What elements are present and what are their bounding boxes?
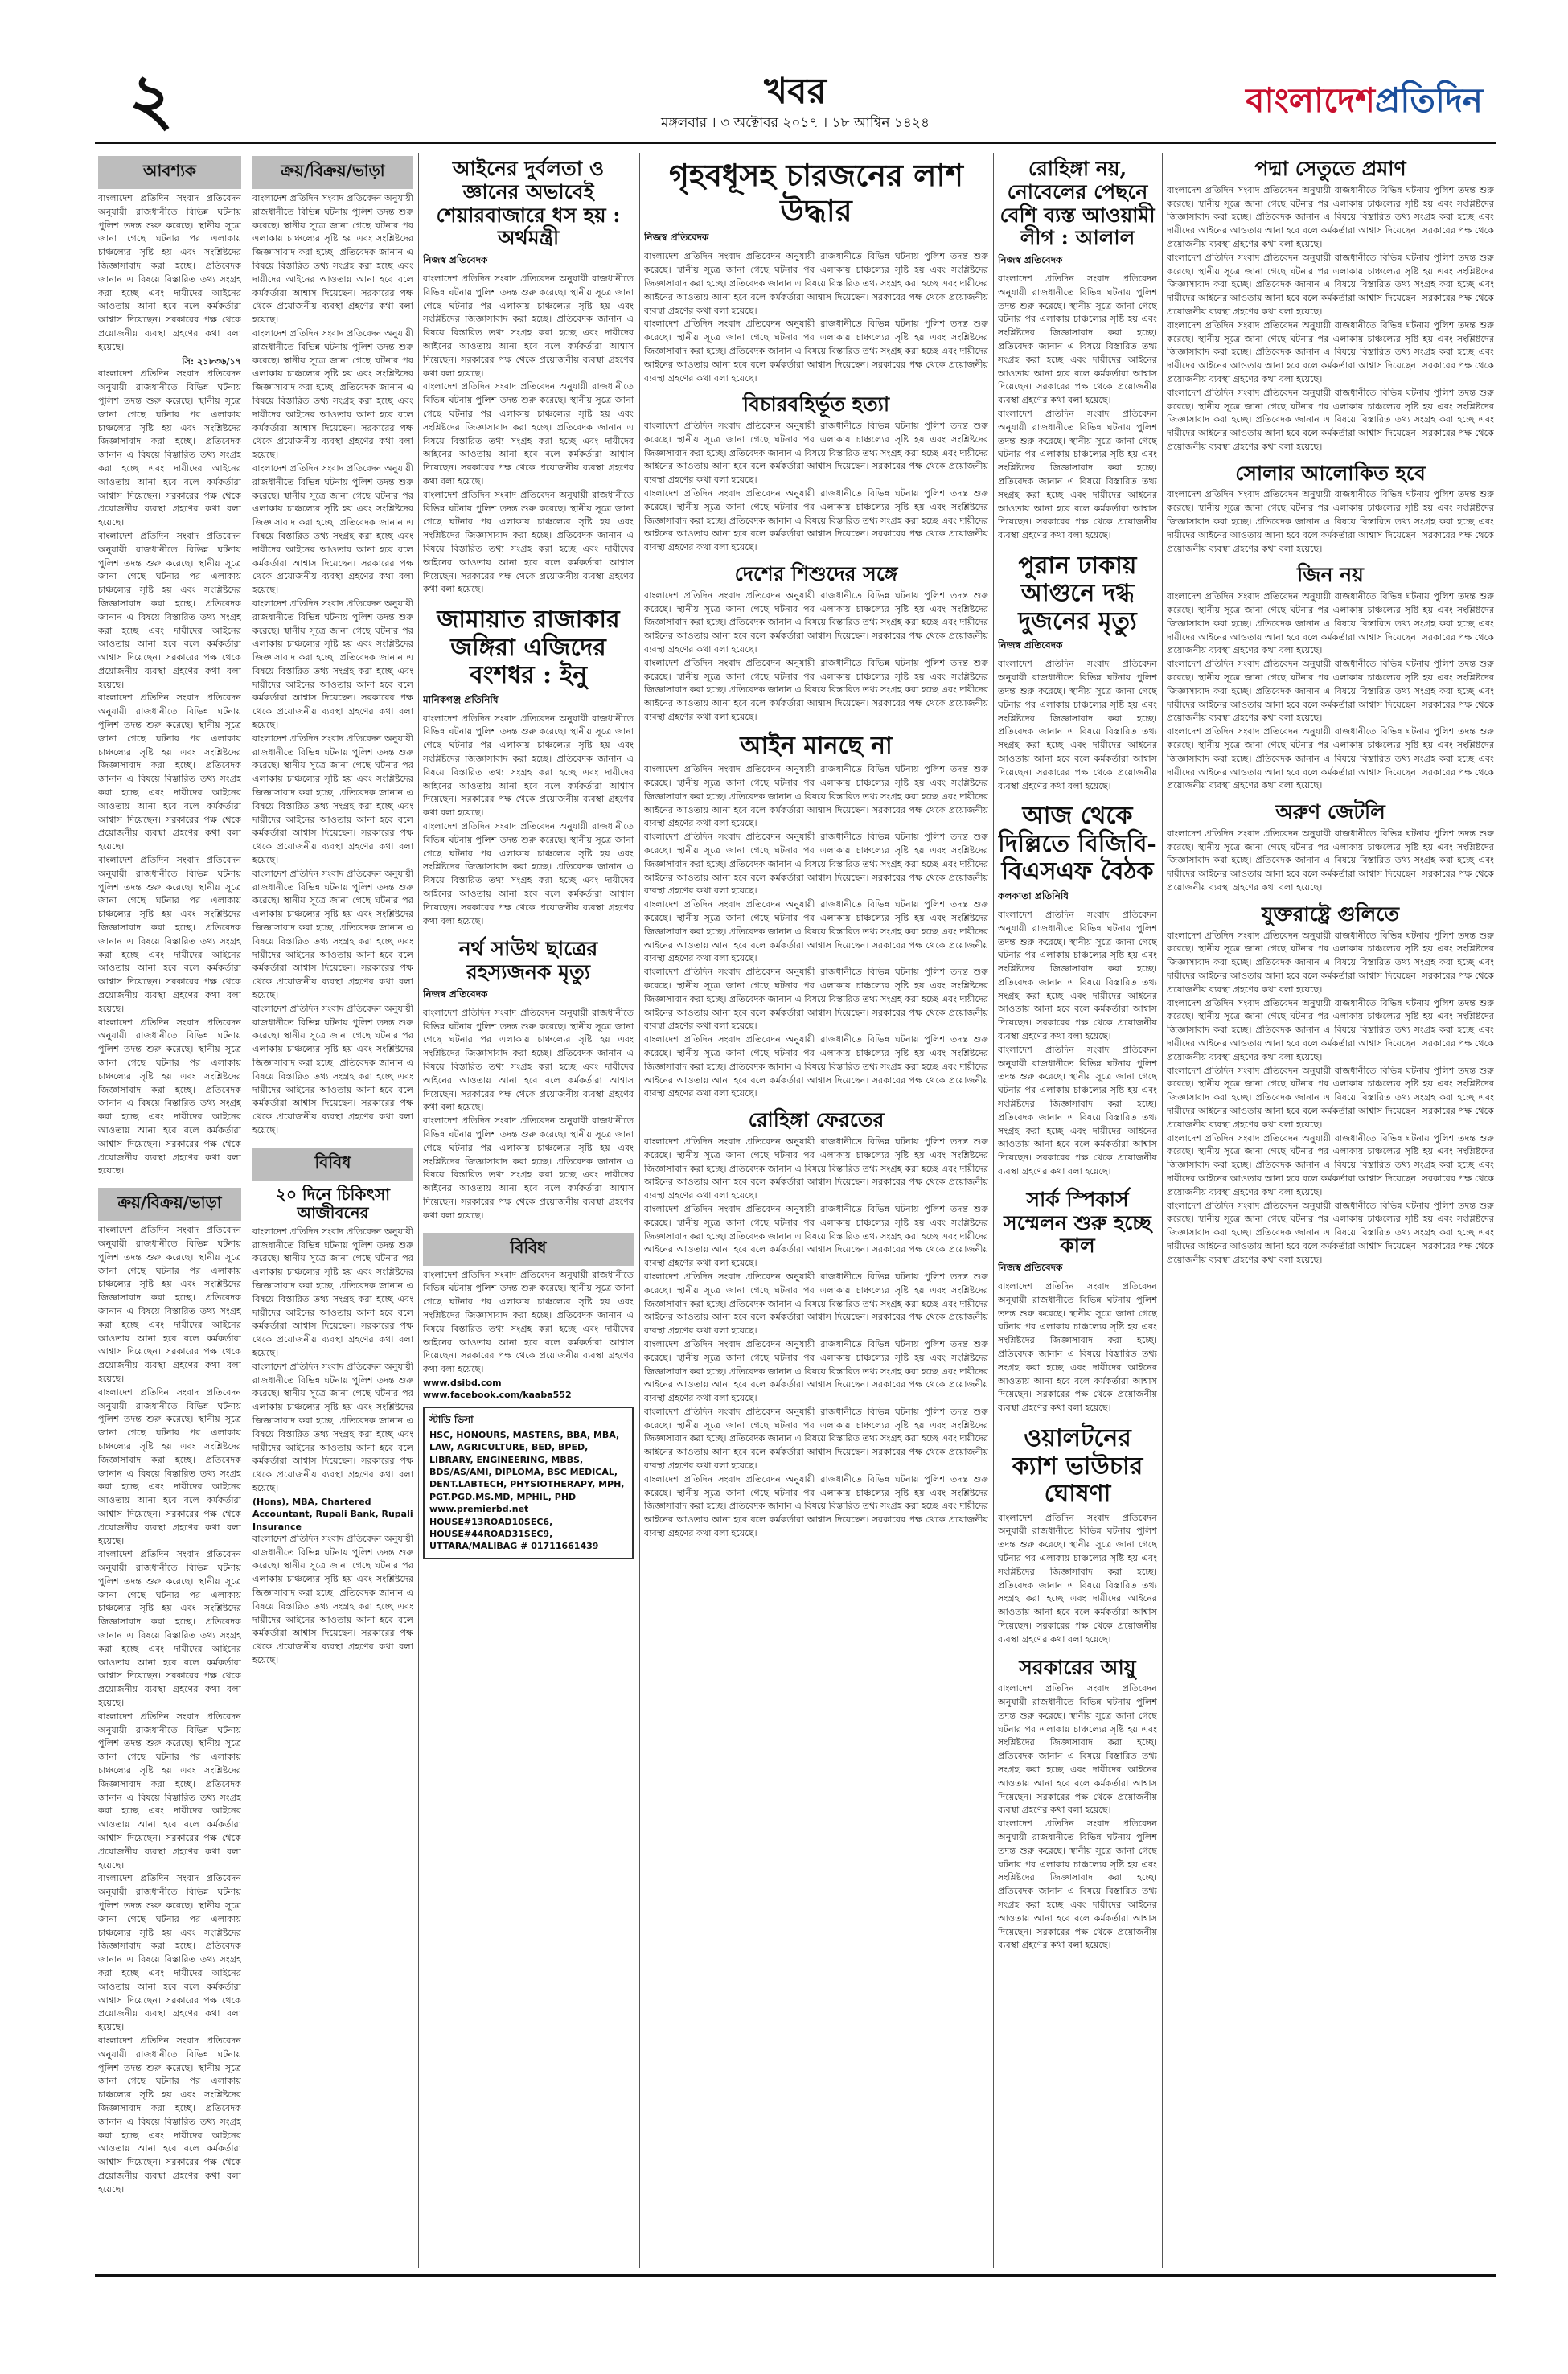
classified-ads-text: বাংলাদেশ প্রতিদিন সংবাদ প্রতিবেদন অনুযায়ী রাজধানীতে বিভিন্ন ঘটনায় পুলিশ তদন্ত শুরু করেছে। স্থানীয় সূত্রে জানা গেছে ঘটনার পর এলাকায় চাঞ্চল্যের সৃষ্টি হয় এবং সংশ্লিষ্টদের জিজ্ঞাসাবাদ করা হচ্ছে। প্রতিবেদক জানান এ বিষয়ে বিস্তারিত তথ্য সংগ্রহ করা হচ্ছে এবং দায়ীদের আইনের আওতায় আনা হবে বলে কর্মকর্তারা আশ্বাস দিয়েছেন। সরকারের পক্ষ থেকে প্রয়োজনীয় ব্যবস্থা গ্রহণের কথা বলা হয়েছে। — [252, 868, 413, 1001]
classified-ads-text: বাংলাদেশ প্রতিদিন সংবাদ প্রতিবেদন অনুযায়ী রাজধানীতে বিভিন্ন ঘটনায় পুলিশ তদন্ত শুরু করেছে। স্থানীয় সূত্রে জানা গেছে ঘটনার পর এলাকায় চাঞ্চল্যের সৃষ্টি হয় এবং সংশ্লিষ্টদের জিজ্ঞাসাবাদ করা হচ্ছে। প্রতিবেদক জানান এ বিষয়ে বিস্তারিত তথ্য সংগ্রহ করা হচ্ছে এবং দায়ীদের আইনের আওতায় আনা হবে বলে কর্মকর্তারা আশ্বাস দিয়েছেন। সরকারের পক্ষ থেকে প্রয়োজনীয় ব্যবস্থা গ্রহণের কথা বলা হয়েছে। — [252, 733, 413, 866]
story-body: বাংলাদেশ প্রতিদিন সংবাদ প্রতিবেদন অনুযায়ী রাজধানীতে বিভিন্ন ঘটনায় পুলিশ তদন্ত শুরু করেছে। স্থানীয় সূত্রে জানা গেছে ঘটনার পর এলাকায় চাঞ্চল্যের সৃষ্টি হয় এবং সংশ্লিষ্টদের জিজ্ঞাসাবাদ করা হচ্ছে। প্রতিবেদক জানান এ বিষয়ে বিস্তারিত তথ্য সংগ্রহ করা হচ্ছে এবং দায়ীদের আইনের আওতায় আনা হবে বলে কর্মকর্তারা আশ্বাস দিয়েছেন। সরকারের পক্ষ থেকে প্রয়োজনীয় ব্যবস্থা গ্রহণের কথা বলা হয়েছে। — [644, 1136, 988, 1201]
classified-ads-text: বাংলাদেশ প্রতিদিন সংবাদ প্রতিবেদন অনুযায়ী রাজধানীতে বিভিন্ন ঘটনায় পুলিশ তদন্ত শুরু করেছে। স্থানীয় সূত্রে জানা গেছে ঘটনার পর এলাকায় চাঞ্চল্যের সৃষ্টি হয় এবং সংশ্লিষ্টদের জিজ্ঞাসাবাদ করা হচ্ছে। প্রতিবেদক জানান এ বিষয়ে বিস্তারিত তথ্য সংগ্রহ করা হচ্ছে এবং দায়ীদের আইনের আওতায় আনা হবে বলে কর্মকর্তারা আশ্বাস দিয়েছেন। সরকারের পক্ষ থেকে প্রয়োজনীয় ব্যবস্থা গ্রহণের কথা বলা হয়েছে। — [98, 855, 241, 1014]
classified-heading-buysell: ক্রয়/বিক্রয়/ভাড়া — [252, 156, 413, 189]
section-title: খবর — [764, 71, 827, 112]
classified-ads-text: বাংলাদেশ প্রতিদিন সংবাদ প্রতিবেদন অনুযায়ী রাজধানীতে বিভিন্ন ঘটনায় পুলিশ তদন্ত শুরু করেছে। স্থানীয় সূত্রে জানা গেছে ঘটনার পর এলাকায় চাঞ্চল্যের সৃষ্টি হয় এবং সংশ্লিষ্টদের জিজ্ঞাসাবাদ করা হচ্ছে। প্রতিবেদক জানান এ বিষয়ে বিস্তারিত তথ্য সংগ্রহ করা হচ্ছে এবং দায়ীদের আইনের আওতায় আনা হবে বলে কর্মকর্তারা আশ্বাস দিয়েছেন। সরকারের পক্ষ থেকে প্রয়োজনীয় ব্যবস্থা গ্রহণের কথা বলা হয়েছে। — [98, 1711, 241, 1871]
story-body: বাংলাদেশ প্রতিদিন সংবাদ প্রতিবেদন অনুযায়ী রাজধানীতে বিভিন্ন ঘটনায় পুলিশ তদন্ত শুরু করেছে। স্থানীয় সূত্রে জানা গেছে ঘটনার পর এলাকায় চাঞ্চল্যের সৃষ্টি হয় এবং সংশ্লিষ্টদের জিজ্ঞাসাবাদ করা হচ্ছে। প্রতিবেদক জানান এ বিষয়ে বিস্তারিত তথ্য সংগ্রহ করা হচ্ছে এবং দায়ীদের আইনের আওতায় আনা হবে বলে কর্মকর্তারা আশ্বাস দিয়েছেন। সরকারের পক্ষ থেকে প্রয়োজনীয় ব্যবস্থা গ্রহণের কথা বলা হয়েছে। — [644, 657, 988, 722]
page-number: ২ — [129, 59, 174, 140]
story-body: বাংলাদেশ প্রতিদিন সংবাদ প্রতিবেদন অনুযায়ী রাজধানীতে বিভিন্ন ঘটনায় পুলিশ তদন্ত শুরু করেছে। স্থানীয় সূত্রে জানা গেছে ঘটনার পর এলাকায় চাঞ্চল্যের সৃষ্টি হয় এবং সংশ্লিষ্টদের জিজ্ঞাসাবাদ করা হচ্ছে। প্রতিবেদক জানান এ বিষয়ে বিস্তারিত তথ্য সংগ্রহ করা হচ্ছে এবং দায়ীদের আইনের আওতায় আনা হবে বলে কর্মকর্তারা আশ্বাস দিয়েছেন। সরকারের পক্ষ থেকে প্রয়োজনীয় ব্যবস্থা গ্রহণের কথা বলা হয়েছে। — [1167, 930, 1494, 995]
story-body: বাংলাদেশ প্রতিদিন সংবাদ প্রতিবেদন অনুযায়ী রাজধানীতে বিভিন্ন ঘটনায় পুলিশ তদন্ত শুরু করেছে। স্থানীয় সূত্রে জানা গেছে ঘটনার পর এলাকায় চাঞ্চল্যের সৃষ্টি হয় এবং সংশ্লিষ্টদের জিজ্ঞাসাবাদ করা হচ্ছে। প্রতিবেদক জানান এ বিষয়ে বিস্তারিত তথ্য সংগ্রহ করা হচ্ছে এবং দায়ীদের আইনের আওতায় আনা হবে বলে কর্মকর্তারা আশ্বাস দিয়েছেন। সরকারের পক্ষ থেকে প্রয়োজনীয় ব্যবস্থা গ্রহণের কথা বলা হয়েছে। — [998, 408, 1157, 541]
story-byline: নিজস্ব প্রতিবেদক — [423, 988, 488, 1000]
classified-ads-text: বাংলাদেশ প্রতিদিন সংবাদ প্রতিবেদন অনুযায়ী রাজধানীতে বিভিন্ন ঘটনায় পুলিশ তদন্ত শুরু করেছে। স্থানীয় সূত্রে জানা গেছে ঘটনার পর এলাকায় চাঞ্চল্যের সৃষ্টি হয় এবং সংশ্লিষ্টদের জিজ্ঞাসাবাদ করা হচ্ছে। প্রতিবেদক জানান এ বিষয়ে বিস্তারিত তথ্য সংগ্রহ করা হচ্ছে এবং দায়ীদের আইনের আওতায় আনা হবে বলে কর্মকর্তারা আশ্বাস দিয়েছেন। সরকারের পক্ষ থেকে প্রয়োজনীয় ব্যবস্থা গ্রহণের কথা বলা হয়েছে। — [252, 1226, 413, 1358]
story-headline: আজ থেকে দিল্লিতে বিজিবি-বিএসএফ বৈঠক — [998, 802, 1157, 886]
classified-ads-text: বাংলাদেশ প্রতিদিন সংবাদ প্রতিবেদন অনুযায়ী রাজধানীতে বিভিন্ন ঘটনায় পুলিশ তদন্ত শুরু করেছে। স্থানীয় সূত্রে জানা গেছে ঘটনার পর এলাকায় চাঞ্চল্যের সৃষ্টি হয় এবং সংশ্লিষ্টদের জিজ্ঞাসাবাদ করা হচ্ছে। প্রতিবেদক জানান এ বিষয়ে বিস্তারিত তথ্য সংগ্রহ করা হচ্ছে এবং দায়ীদের আইনের আওতায় আনা হবে বলে কর্মকর্তারা আশ্বাস দিয়েছেন। সরকারের পক্ষ থেকে প্রয়োজনীয় ব্যবস্থা গ্রহণের কথা বলা হয়েছে। — [98, 530, 241, 690]
story-byline: নিজস্ব প্রতিবেদক — [998, 639, 1063, 651]
facebook-text: www.facebook.com/kaaba552 — [423, 1390, 572, 1401]
classified-ads-text: বাংলাদেশ প্রতিদিন সংবাদ প্রতিবেদন অনুযায়ী রাজধানীতে বিভিন্ন ঘটনায় পুলিশ তদন্ত শুরু করেছে। স্থানীয় সূত্রে জানা গেছে ঘটনার পর এলাকায় চাঞ্চল্যের সৃষ্টি হয় এবং সংশ্লিষ্টদের জিজ্ঞাসাবাদ করা হচ্ছে। প্রতিবেদক জানান এ বিষয়ে বিস্তারিত তথ্য সংগ্রহ করা হচ্ছে এবং দায়ীদের আইনের আওতায় আনা হবে বলে কর্মকর্তারা আশ্বাস দিয়েছেন। সরকারের পক্ষ থেকে প্রয়োজনীয় ব্যবস্থা গ্রহণের কথা বলা হয়েছে। — [252, 1003, 413, 1136]
logo-part-2: প্রতিদিন — [1374, 80, 1483, 120]
story-body: বাংলাদেশ প্রতিদিন সংবাদ প্রতিবেদন অনুযায়ী রাজধানীতে বিভিন্ন ঘটনায় পুলিশ তদন্ত শুরু করেছে। স্থানীয় সূত্রে জানা গেছে ঘটনার পর এলাকায় চাঞ্চল্যের সৃষ্টি হয় এবং সংশ্লিষ্টদের জিজ্ঞাসাবাদ করা হচ্ছে। প্রতিবেদক জানান এ বিষয়ে বিস্তারিত তথ্য সংগ্রহ করা হচ্ছে এবং দায়ীদের আইনের আওতায় আনা হবে বলে কর্মকর্তারা আশ্বাস দিয়েছেন। সরকারের পক্ষ থেকে প্রয়োজনীয় ব্যবস্থা গ্রহণের কথা বলা হয়েছে। — [1167, 252, 1494, 317]
classified-ads-text: বাংলাদেশ প্রতিদিন সংবাদ প্রতিবেদন অনুযায়ী রাজধানীতে বিভিন্ন ঘটনায় পুলিশ তদন্ত শুরু করেছে। স্থানীয় সূত্রে জানা গেছে ঘটনার পর এলাকায় চাঞ্চল্যের সৃষ্টি হয় এবং সংশ্লিষ্টদের জিজ্ঞাসাবাদ করা হচ্ছে। প্রতিবেদক জানান এ বিষয়ে বিস্তারিত তথ্য সংগ্রহ করা হচ্ছে এবং দায়ীদের আইনের আওতায় আনা হবে বলে কর্মকর্তারা আশ্বাস দিয়েছেন। সরকারের পক্ষ থেকে প্রয়োজনীয় ব্যবস্থা গ্রহণের কথা বলা হয়েছে। — [98, 2035, 241, 2195]
classified-ads-text: বাংলাদেশ প্রতিদিন সংবাদ প্রতিবেদন অনুযায়ী রাজধানীতে বিভিন্ন ঘটনায় পুলিশ তদন্ত শুরু করেছে। স্থানীয় সূত্রে জানা গেছে ঘটনার পর এলাকায় চাঞ্চল্যের সৃষ্টি হয় এবং সংশ্লিষ্টদের জিজ্ঞাসাবাদ করা হচ্ছে। প্রতিবেদক জানান এ বিষয়ে বিস্তারিত তথ্য সংগ্রহ করা হচ্ছে এবং দায়ীদের আইনের আওতায় আনা হবে বলে কর্মকর্তারা আশ্বাস দিয়েছেন। সরকারের পক্ষ থেকে প্রয়োজনীয় ব্যবস্থা গ্রহণের কথা বলা হয়েছে। — [98, 1873, 241, 2033]
story-headline: দেশের শিশুদের সঙ্গে — [734, 562, 898, 586]
classified-ads-text: বাংলাদেশ প্রতিদিন সংবাদ প্রতিবেদন অনুযায়ী রাজধানীতে বিভিন্ন ঘটনায় পুলিশ তদন্ত শুরু করেছে। স্থানীয় সূত্রে জানা গেছে ঘটনার পর এলাকায় চাঞ্চল্যের সৃষ্টি হয় এবং সংশ্লিষ্টদের জিজ্ঞাসাবাদ করা হচ্ছে। প্রতিবেদক জানান এ বিষয়ে বিস্তারিত তথ্য সংগ্রহ করা হচ্ছে এবং দায়ীদের আইনের আওতায় আনা হবে বলে কর্মকর্তারা আশ্বাস দিয়েছেন। সরকারের পক্ষ থেকে প্রয়োজনীয় ব্যবস্থা গ্রহণের কথা বলা হয়েছে। — [98, 1549, 241, 1709]
story-body: বাংলাদেশ প্রতিদিন সংবাদ প্রতিবেদন অনুযায়ী রাজধানীতে বিভিন্ন ঘটনায় পুলিশ তদন্ত শুরু করেছে। স্থানীয় সূত্রে জানা গেছে ঘটনার পর এলাকায় চাঞ্চল্যের সৃষ্টি হয় এবং সংশ্লিষ্টদের জিজ্ঞাসাবাদ করা হচ্ছে। প্রতিবেদক জানান এ বিষয়ে বিস্তারিত তথ্য সংগ্রহ করা হচ্ছে এবং দায়ীদের আইনের আওতায় আনা হবে বলে কর্মকর্তারা আশ্বাস দিয়েছেন। সরকারের পক্ষ থেকে প্রয়োজনীয় ব্যবস্থা গ্রহণের কথা বলা হয়েছে। — [644, 967, 988, 1032]
story-body: বাংলাদেশ প্রতিদিন সংবাদ প্রতিবেদন অনুযায়ী রাজধানীতে বিভিন্ন ঘটনায় পুলিশ তদন্ত শুরু করেছে। স্থানীয় সূত্রে জানা গেছে ঘটনার পর এলাকায় চাঞ্চল্যের সৃষ্টি হয় এবং সংশ্লিষ্টদের জিজ্ঞাসাবাদ করা হচ্ছে। প্রতিবেদক জানান এ বিষয়ে বিস্তারিত তথ্য সংগ্রহ করা হচ্ছে এবং দায়ীদের আইনের আওতায় আনা হবে বলে কর্মকর্তারা আশ্বাস দিয়েছেন। সরকারের পক্ষ থেকে প্রয়োজনীয় ব্যবস্থা গ্রহণের কথা বলা হয়েছে। — [1167, 1200, 1494, 1265]
story-body: বাংলাদেশ প্রতিদিন সংবাদ প্রতিবেদন অনুযায়ী রাজধানীতে বিভিন্ন ঘটনায় পুলিশ তদন্ত শুরু করেছে। স্থানীয় সূত্রে জানা গেছে ঘটনার পর এলাকায় চাঞ্চল্যের সৃষ্টি হয় এবং সংশ্লিষ্টদের জিজ্ঞাসাবাদ করা হচ্ছে। প্রতিবেদক জানান এ বিষয়ে বিস্তারিত তথ্য সংগ্রহ করা হচ্ছে এবং দায়ীদের আইনের আওতায় আনা হবে বলে কর্মকর্তারা আশ্বাস দিয়েছেন। সরকারের পক্ষ থেকে প্রয়োজনীয় ব্যবস্থা গ্রহণের কথা বলা হয়েছে। — [644, 1271, 988, 1337]
classifieds-column-2 — [252, 153, 413, 2268]
bank-ad-text: (Hons), MBA, Chartered Accountant, Rupali Bank, Rupali Insurance — [252, 1496, 413, 1532]
story-body: বাংলাদেশ প্রতিদিন সংবাদ প্রতিবেদন অনুযায়ী রাজধানীতে বিভিন্ন ঘটনায় পুলিশ তদন্ত শুরু করেছে। স্থানীয় সূত্রে জানা গেছে ঘটনার পর এলাকায় চাঞ্চল্যের সৃষ্টি হয় এবং সংশ্লিষ্টদের জিজ্ঞাসাবাদ করা হচ্ছে। প্রতিবেদক জানান এ বিষয়ে বিস্তারিত তথ্য সংগ্রহ করা হচ্ছে এবং দায়ীদের আইনের আওতায় আনা হবে বলে কর্মকর্তারা আশ্বাস দিয়েছেন। সরকারের পক্ষ থেকে প্রয়োজনীয় ব্যবস্থা গ্রহণের কথা বলা হয়েছে। — [644, 1203, 988, 1269]
classified-ads-text: বাংলাদেশ প্রতিদিন সংবাদ প্রতিবেদন অনুযায়ী রাজধানীতে বিভিন্ন ঘটনায় পুলিশ তদন্ত শুরু করেছে। স্থানীয় সূত্রে জানা গেছে ঘটনার পর এলাকায় চাঞ্চল্যের সৃষ্টি হয় এবং সংশ্লিষ্টদের জিজ্ঞাসাবাদ করা হচ্ছে। প্রতিবেদক জানান এ বিষয়ে বিস্তারিত তথ্য সংগ্রহ করা হচ্ছে এবং দায়ীদের আইনের আওতায় আনা হবে বলে কর্মকর্তারা আশ্বাস দিয়েছেন। সরকারের পক্ষ থেকে প্রয়োজনীয় ব্যবস্থা গ্রহণের কথা বলা হয়েছে। — [98, 692, 241, 852]
story-body: বাংলাদেশ প্রতিদিন সংবাদ প্রতিবেদন অনুযায়ী রাজধানীতে বিভিন্ন ঘটনায় পুলিশ তদন্ত শুরু করেছে। স্থানীয় সূত্রে জানা গেছে ঘটনার পর এলাকায় চাঞ্চল্যের সৃষ্টি হয় এবং সংশ্লিষ্টদের জিজ্ঞাসাবাদ করা হচ্ছে। প্রতিবেদক জানান এ বিষয়ে বিস্তারিত তথ্য সংগ্রহ করা হচ্ছে এবং দায়ীদের আইনের আওতায় আনা হবে বলে কর্মকর্তারা আশ্বাস দিয়েছেন। সরকারের পক্ষ থেকে প্রয়োজনীয় ব্যবস্থা গ্রহণের কথা বলা হয়েছে। — [1167, 659, 1494, 724]
classified-ads-text: বাংলাদেশ প্রতিদিন সংবাদ প্রতিবেদন অনুযায়ী রাজধানীতে বিভিন্ন ঘটনায় পুলিশ তদন্ত শুরু করেছে। স্থানীয় সূত্রে জানা গেছে ঘটনার পর এলাকায় চাঞ্চল্যের সৃষ্টি হয় এবং সংশ্লিষ্টদের জিজ্ঞাসাবাদ করা হচ্ছে। প্রতিবেদক জানান এ বিষয়ে বিস্তারিত তথ্য সংগ্রহ করা হচ্ছে এবং দায়ীদের আইনের আওতায় আনা হবে বলে কর্মকর্তারা আশ্বাস দিয়েছেন। সরকারের পক্ষ থেকে প্রয়োজনীয় ব্যবস্থা গ্রহণের কথা বলা হয়েছে। — [252, 462, 413, 596]
footer-rule — [95, 2274, 1496, 2277]
story-body: বাংলাদেশ প্রতিদিন সংবাদ প্রতিবেদন অনুযায়ী রাজধানীতে বিভিন্ন ঘটনায় পুলিশ তদন্ত শুরু করেছে। স্থানীয় সূত্রে জানা গেছে ঘটনার পর এলাকায় চাঞ্চল্যের সৃষ্টি হয় এবং সংশ্লিষ্টদের জিজ্ঞাসাবাদ করা হচ্ছে। প্রতিবেদক জানান এ বিষয়ে বিস্তারিত তথ্য সংগ্রহ করা হচ্ছে এবং দায়ীদের আইনের আওতায় আনা হবে বলে কর্মকর্তারা আশ্বাস দিয়েছেন। সরকারের পক্ষ থেকে প্রয়োজনীয় ব্যবস্থা গ্রহণের কথা বলা হয়েছে। — [998, 1683, 1157, 1816]
story-body: বাংলাদেশ প্রতিদিন সংবাদ প্রতিবেদন অনুযায়ী রাজধানীতে বিভিন্ন ঘটনায় পুলিশ তদন্ত শুরু করেছে। স্থানীয় সূত্রে জানা গেছে ঘটনার পর এলাকায় চাঞ্চল্যের সৃষ্টি হয় এবং সংশ্লিষ্টদের জিজ্ঞাসাবাদ করা হচ্ছে। প্রতিবেদক জানান এ বিষয়ে বিস্তারিত তথ্য সংগ্রহ করা হচ্ছে এবং দায়ীদের আইনের আওতায় আনা হবে বলে কর্মকর্তারা আশ্বাস দিয়েছেন। সরকারের পক্ষ থেকে প্রয়োজনীয় ব্যবস্থা গ্রহণের কথা বলা হয়েছে। — [1167, 828, 1494, 893]
story-body: বাংলাদেশ প্রতিদিন সংবাদ প্রতিবেদন অনুযায়ী রাজধানীতে বিভিন্ন ঘটনায় পুলিশ তদন্ত শুরু করেছে। স্থানীয় সূত্রে জানা গেছে ঘটনার পর এলাকায় চাঞ্চল্যের সৃষ্টি হয় এবং সংশ্লিষ্টদের জিজ্ঞাসাবাদ করা হচ্ছে। প্রতিবেদক জানান এ বিষয়ে বিস্তারিত তথ্য সংগ্রহ করা হচ্ছে এবং দায়ীদের আইনের আওতায় আনা হবে বলে কর্মকর্তারা আশ্বাস দিয়েছেন। সরকারের পক্ষ থেকে প্রয়োজনীয় ব্যবস্থা গ্রহণের কথা বলা হয়েছে। — [644, 899, 988, 964]
classified-ads-text: বাংলাদেশ প্রতিদিন সংবাদ প্রতিবেদন অনুযায়ী রাজধানীতে বিভিন্ন ঘটনায় পুলিশ তদন্ত শুরু করেছে। স্থানীয় সূত্রে জানা গেছে ঘটনার পর এলাকায় চাঞ্চল্যের সৃষ্টি হয় এবং সংশ্লিষ্টদের জিজ্ঞাসাবাদ করা হচ্ছে। প্রতিবেদক জানান এ বিষয়ে বিস্তারিত তথ্য সংগ্রহ করা হচ্ছে এবং দায়ীদের আইনের আওতায় আনা হবে বলে কর্মকর্তারা আশ্বাস দিয়েছেন। সরকারের পক্ষ থেকে প্রয়োজনীয় ব্যবস্থা গ্রহণের কথা বলা হয়েছে। — [98, 1225, 241, 1384]
story-body: বাংলাদেশ প্রতিদিন সংবাদ প্রতিবেদন অনুযায়ী রাজধানীতে বিভিন্ন ঘটনায় পুলিশ তদন্ত শুরু করেছে। স্থানীয় সূত্রে জানা গেছে ঘটনার পর এলাকায় চাঞ্চল্যের সৃষ্টি হয় এবং সংশ্লিষ্টদের জিজ্ঞাসাবাদ করা হচ্ছে। প্রতিবেদক জানান এ বিষয়ে বিস্তারিত তথ্য সংগ্রহ করা হচ্ছে এবং দায়ীদের আইনের আওতায় আনা হবে বলে কর্মকর্তারা আশ্বাস দিয়েছেন। সরকারের পক্ষ থেকে প্রয়োজনীয় ব্যবস্থা গ্রহণের কথা বলা হয়েছে। — [1167, 387, 1494, 452]
story-body: বাংলাদেশ প্রতিদিন সংবাদ প্রতিবেদন অনুযায়ী রাজধানীতে বিভিন্ন ঘটনায় পুলিশ তদন্ত শুরু করেছে। স্থানীয় সূত্রে জানা গেছে ঘটনার পর এলাকায় চাঞ্চল্যের সৃষ্টি হয় এবং সংশ্লিষ্টদের জিজ্ঞাসাবাদ করা হচ্ছে। প্রতিবেদক জানান এ বিষয়ে বিস্তারিত তথ্য সংগ্রহ করা হচ্ছে এবং দায়ীদের আইনের আওতায় আনা হবে বলে কর্মকর্তারা আশ্বাস দিয়েছেন। সরকারের পক্ষ থেকে প্রয়োজনীয় ব্যবস্থা গ্রহণের কথা বলা হয়েছে। — [644, 1034, 988, 1099]
story-headline: রোহিঙ্গা নয়, নোবেলের পেছনে বেশি ব্যস্ত আওয়ামী লীগ : আলাল — [999, 157, 1155, 250]
column-divider — [993, 153, 994, 2268]
story-body: বাংলাদেশ প্রতিদিন সংবাদ প্রতিবেদন অনুযায়ী রাজধানীতে বিভিন্ন ঘটনায় পুলিশ তদন্ত শুরু করেছে। স্থানীয় সূত্রে জানা গেছে ঘটনার পর এলাকায় চাঞ্চল্যের সৃষ্টি হয় এবং সংশ্লিষ্টদের জিজ্ঞাসাবাদ করা হচ্ছে। প্রতিবেদক জানান এ বিষয়ে বিস্তারিত তথ্য সংগ্রহ করা হচ্ছে এবং দায়ীদের আইনের আওতায় আনা হবে বলে কর্মকর্তারা আশ্বাস দিয়েছেন। সরকারের পক্ষ থেকে প্রয়োজনীয় ব্যবস্থা গ্রহণের কথা বলা হয়েছে। — [644, 832, 988, 897]
story-body: বাংলাদেশ প্রতিদিন সংবাদ প্রতিবেদন অনুযায়ী রাজধানীতে বিভিন্ন ঘটনায় পুলিশ তদন্ত শুরু করেছে। স্থানীয় সূত্রে জানা গেছে ঘটনার পর এলাকায় চাঞ্চল্যের সৃষ্টি হয় এবং সংশ্লিষ্টদের জিজ্ঞাসাবাদ করা হচ্ছে। প্রতিবেদক জানান এ বিষয়ে বিস্তারিত তথ্য সংগ্রহ করা হচ্ছে এবং দায়ীদের আইনের আওতায় আনা হবে বলে কর্মকর্তারা আশ্বাস দিয়েছেন। সরকারের পক্ষ থেকে প্রয়োজনীয় ব্যবস্থা গ্রহণের কথা বলা হয়েছে। — [998, 1512, 1157, 1645]
story-body: বাংলাদেশ প্রতিদিন সংবাদ প্রতিবেদন অনুযায়ী রাজধানীতে বিভিন্ন ঘটনায় পুলিশ তদন্ত শুরু করেছে। স্থানীয় সূত্রে জানা গেছে ঘটনার পর এলাকায় চাঞ্চল্যের সৃষ্টি হয় এবং সংশ্লিষ্টদের জিজ্ঞাসাবাদ করা হচ্ছে। প্রতিবেদক জানান এ বিষয়ে বিস্তারিত তথ্য সংগ্রহ করা হচ্ছে এবং দায়ীদের আইনের আওতায় আনা হবে বলে কর্মকর্তারা আশ্বাস দিয়েছেন। সরকারের পক্ষ থেকে প্রয়োজনীয় ব্যবস্থা গ্রহণের কথা বলা হয়েছে। — [423, 713, 634, 819]
story-body: বাংলাদেশ প্রতিদিন সংবাদ প্রতিবেদন অনুযায়ী রাজধানীতে বিভিন্ন ঘটনায় পুলিশ তদন্ত শুরু করেছে। স্থানীয় সূত্রে জানা গেছে ঘটনার পর এলাকায় চাঞ্চল্যের সৃষ্টি হয় এবং সংশ্লিষ্টদের জিজ্ঞাসাবাদ করা হচ্ছে। প্রতিবেদক জানান এ বিষয়ে বিস্তারিত তথ্য সংগ্রহ করা হচ্ছে এবং দায়ীদের আইনের আওতায় আনা হবে বলে কর্মকর্তারা আশ্বাস দিয়েছেন। সরকারের পক্ষ থেকে প্রয়োজনীয় ব্যবস্থা গ্রহণের কথা বলা হয়েছে। — [1167, 1132, 1494, 1197]
study-address: HOUSE#13ROAD10SEC6, HOUSE#44ROAD31SEC9, UTTARA/MALIBAG # 01711661439 — [429, 1516, 599, 1552]
column-divider — [639, 153, 640, 2268]
logo-part-1: বাংলাদেশ — [1246, 80, 1375, 120]
story-headline: রোহিঙ্গা ফেরতের — [748, 1108, 885, 1132]
story-body: বাংলাদেশ প্রতিদিন সংবাদ প্রতিবেদন অনুযায়ী রাজধানীতে বিভিন্ন ঘটনায় পুলিশ তদন্ত শুরু করেছে। স্থানীয় সূত্রে জানা গেছে ঘটনার পর এলাকায় চাঞ্চল্যের সৃষ্টি হয় এবং সংশ্লিষ্টদের জিজ্ঞাসাবাদ করা হচ্ছে। প্রতিবেদক জানান এ বিষয়ে বিস্তারিত তথ্য সংগ্রহ করা হচ্ছে এবং দায়ীদের আইনের আওতায় আনা হবে বলে কর্মকর্তারা আশ্বাস দিয়েছেন। সরকারের পক্ষ থেকে প্রয়োজনীয় ব্যবস্থা গ্রহণের কথা বলা হয়েছে। — [644, 488, 988, 553]
story-body: বাংলাদেশ প্রতিদিন সংবাদ প্রতিবেদন অনুযায়ী রাজধানীতে বিভিন্ন ঘটনায় পুলিশ তদন্ত শুরু করেছে। স্থানীয় সূত্রে জানা গেছে ঘটনার পর এলাকায় চাঞ্চল্যের সৃষ্টি হয় এবং সংশ্লিষ্টদের জিজ্ঞাসাবাদ করা হচ্ছে। প্রতিবেদক জানান এ বিষয়ে বিস্তারিত তথ্য সংগ্রহ করা হচ্ছে এবং দায়ীদের আইনের আওতায় আনা হবে বলে কর্মকর্তারা আশ্বাস দিয়েছেন। সরকারের পক্ষ থেকে প্রয়োজনীয় ব্যবস্থা গ্রহণের কথা বলা হয়েছে। — [1167, 319, 1494, 384]
story-headline: সোলার আলোকিত হবে — [1235, 461, 1426, 485]
story-headline: ওয়ালটনের ক্যাশ ভাউচার ঘোষণা — [1012, 1424, 1143, 1509]
story-byline: মানিকগঞ্জ প্রতিনিধি — [423, 693, 499, 705]
story-headline: জামায়াত রাজাকার জঙ্গিরা এজিদের বংশধর : ইনু — [437, 606, 620, 690]
classified-ads-text: বাংলাদেশ প্রতিদিন সংবাদ প্রতিবেদন অনুযায়ী রাজধানীতে বিভিন্ন ঘটনায় পুলিশ তদন্ত শুরু করেছে। স্থানীয় সূত্রে জানা গেছে ঘটনার পর এলাকায় চাঞ্চল্যের সৃষ্টি হয় এবং সংশ্লিষ্টদের জিজ্ঞাসাবাদ করা হচ্ছে। প্রতিবেদক জানান এ বিষয়ে বিস্তারিত তথ্য সংগ্রহ করা হচ্ছে এবং দায়ীদের আইনের আওতায় আনা হবে বলে কর্মকর্তারা আশ্বাস দিয়েছেন। সরকারের পক্ষ থেকে প্রয়োজনীয় ব্যবস্থা গ্রহণের কথা বলা হয়েছে। — [98, 1386, 241, 1546]
story-body: বাংলাদেশ প্রতিদিন সংবাদ প্রতিবেদন অনুযায়ী রাজধানীতে বিভিন্ন ঘটনায় পুলিশ তদন্ত শুরু করেছে। স্থানীয় সূত্রে জানা গেছে ঘটনার পর এলাকায় চাঞ্চল্যের সৃষ্টি হয় এবং সংশ্লিষ্টদের জিজ্ঞাসাবাদ করা হচ্ছে। প্রতিবেদক জানান এ বিষয়ে বিস্তারিত তথ্য সংগ্রহ করা হচ্ছে এবং দায়ীদের আইনের আওতায় আনা হবে বলে কর্মকর্তারা আশ্বাস দিয়েছেন। সরকারের পক্ষ থেকে প্রয়োজনীয় ব্যবস্থা গ্রহণের কথা বলা হয়েছে। — [1167, 997, 1494, 1062]
story-headline: আইনের দুর্বলতা ও জ্ঞানের অভাবেই শেয়ারবাজারে ধস হয় : অর্থমন্ত্রী — [436, 157, 621, 250]
story-headline: সরকারের আয়ু — [1019, 1655, 1136, 1679]
story-body: বাংলাদেশ প্রতিদিন সংবাদ প্রতিবেদন অনুযায়ী রাজধানীতে বিভিন্ন ঘটনায় পুলিশ তদন্ত শুরু করেছে। স্থানীয় সূত্রে জানা গেছে ঘটনার পর এলাকায় চাঞ্চল্যের সৃষ্টি হয় এবং সংশ্লিষ্টদের জিজ্ঞাসাবাদ করা হচ্ছে। প্রতিবেদক জানান এ বিষয়ে বিস্তারিত তথ্য সংগ্রহ করা হচ্ছে এবং দায়ীদের আইনের আওতায় আনা হবে বলে কর্মকর্তারা আশ্বাস দিয়েছেন। সরকারের পক্ষ থেকে প্রয়োজনীয় ব্যবস্থা গ্রহণের কথা বলা হয়েছে। — [644, 1338, 988, 1404]
story-body: বাংলাদেশ প্রতিদিন সংবাদ প্রতিবেদন অনুযায়ী রাজধানীতে বিভিন্ন ঘটনায় পুলিশ তদন্ত শুরু করেছে। স্থানীয় সূত্রে জানা গেছে ঘটনার পর এলাকায় চাঞ্চল্যের সৃষ্টি হয় এবং সংশ্লিষ্টদের জিজ্ঞাসাবাদ করা হচ্ছে। প্রতিবেদক জানান এ বিষয়ে বিস্তারিত তথ্য সংগ্রহ করা হচ্ছে এবং দায়ীদের আইনের আওতায় আনা হবে বলে কর্মকর্তারা আশ্বাস দিয়েছেন। সরকারের পক্ষ থেকে প্রয়োজনীয় ব্যবস্থা গ্রহণের কথা বলা হয়েছে। — [1167, 726, 1494, 791]
story-body: বাংলাদেশ প্রতিদিন সংবাদ প্রতিবেদন অনুযায়ী রাজধানীতে বিভিন্ন ঘটনায় পুলিশ তদন্ত শুরু করেছে। স্থানীয় সূত্রে জানা গেছে ঘটনার পর এলাকায় চাঞ্চল্যের সৃষ্টি হয় এবং সংশ্লিষ্টদের জিজ্ঞাসাবাদ করা হচ্ছে। প্রতিবেদক জানান এ বিষয়ে বিস্তারিত তথ্য সংগ্রহ করা হচ্ছে এবং দায়ীদের আইনের আওতায় আনা হবে বলে কর্মকর্তারা আশ্বাস দিয়েছেন। সরকারের পক্ষ থেকে প্রয়োজনীয় ব্যবস্থা গ্রহণের কথা বলা হয়েছে। — [1167, 591, 1494, 656]
story-byline: নিজস্ব প্রতিবেদক — [423, 254, 488, 265]
story-body: বাংলাদেশ প্রতিদিন সংবাদ প্রতিবেদন অনুযায়ী রাজধানীতে বিভিন্ন ঘটনায় পুলিশ তদন্ত শুরু করেছে। স্থানীয় সূত্রে জানা গেছে ঘটনার পর এলাকায় চাঞ্চল্যের সৃষ্টি হয় এবং সংশ্লিষ্টদের জিজ্ঞাসাবাদ করা হচ্ছে। প্রতিবেদক জানান এ বিষয়ে বিস্তারিত তথ্য সংগ্রহ করা হচ্ছে এবং দায়ীদের আইনের আওতায় আনা হবে বলে কর্মকর্তারা আশ্বাস দিয়েছেন। সরকারের পক্ষ থেকে প্রয়োজনীয় ব্যবস্থা গ্রহণের কথা বলা হয়েছে। — [423, 821, 634, 926]
column-divider — [1162, 153, 1163, 2268]
dateline: মঙ্গলবার । ৩ অক্টোবর ২০১৭ । ১৮ আশ্বিন ১৪২৪ — [660, 115, 930, 131]
classified-ads-text: বাংলাদেশ প্রতিদিন সংবাদ প্রতিবেদন অনুযায়ী রাজধানীতে বিভিন্ন ঘটনায় পুলিশ তদন্ত শুরু করেছে। স্থানীয় সূত্রে জানা গেছে ঘটনার পর এলাকায় চাঞ্চল্যের সৃষ্টি হয় এবং সংশ্লিষ্টদের জিজ্ঞাসাবাদ করা হচ্ছে। প্রতিবেদক জানান এ বিষয়ে বিস্তারিত তথ্য সংগ্রহ করা হচ্ছে এবং দায়ীদের আইনের আওতায় আনা হবে বলে কর্মকর্তারা আশ্বাস দিয়েছেন। সরকারের পক্ষ থেকে প্রয়োজনীয় ব্যবস্থা গ্রহণের কথা বলা হয়েছে। — [252, 1361, 413, 1493]
study-visa-ad — [423, 1407, 634, 1559]
story-body: বাংলাদেশ প্রতিদিন সংবাদ প্রতিবেদন অনুযায়ী রাজধানীতে বিভিন্ন ঘটনায় পুলিশ তদন্ত শুরু করেছে। স্থানীয় সূত্রে জানা গেছে ঘটনার পর এলাকায় চাঞ্চল্যের সৃষ্টি হয় এবং সংশ্লিষ্টদের জিজ্ঞাসাবাদ করা হচ্ছে। প্রতিবেদক জানান এ বিষয়ে বিস্তারিত তথ্য সংগ্রহ করা হচ্ছে এবং দায়ীদের আইনের আওতায় আনা হবে বলে কর্মকর্তারা আশ্বাস দিয়েছেন। সরকারের পক্ষ থেকে প্রয়োজনীয় ব্যবস্থা গ্রহণের কথা বলা হয়েছে। — [1167, 184, 1494, 249]
story-headline: পুরান ঢাকায় আগুনে দগ্ধ দুজনের মৃত্যু — [1018, 551, 1137, 635]
story-body: বাংলাদেশ প্রতিদিন সংবাদ প্রতিবেদন অনুযায়ী রাজধানীতে বিভিন্ন ঘটনায় পুলিশ তদন্ত শুরু করেছে। স্থানীয় সূত্রে জানা গেছে ঘটনার পর এলাকায় চাঞ্চল্যের সৃষ্টি হয় এবং সংশ্লিষ্টদের জিজ্ঞাসাবাদ করা হচ্ছে। প্রতিবেদক জানান এ বিষয়ে বিস্তারিত তথ্য সংগ্রহ করা হচ্ছে এবং দায়ীদের আইনের আওতায় আনা হবে বলে কর্মকর্তারা আশ্বাস দিয়েছেন। সরকারের পক্ষ থেকে প্রয়োজনীয় ব্যবস্থা গ্রহণের কথা বলা হয়েছে। — [998, 1281, 1157, 1414]
classified-ads-text: বাংলাদেশ প্রতিদিন সংবাদ প্রতিবেদন অনুযায়ী রাজধানীতে বিভিন্ন ঘটনায় পুলিশ তদন্ত শুরু করেছে। স্থানীয় সূত্রে জানা গেছে ঘটনার পর এলাকায় চাঞ্চল্যের সৃষ্টি হয় এবং সংশ্লিষ্টদের জিজ্ঞাসাবাদ করা হচ্ছে। প্রতিবেদক জানান এ বিষয়ে বিস্তারিত তথ্য সংগ্রহ করা হচ্ছে এবং দায়ীদের আইনের আওতায় আনা হবে বলে কর্মকর্তারা আশ্বাস দিয়েছেন। সরকারের পক্ষ থেকে প্রয়োজনীয় ব্যবস্থা গ্রহণের কথা বলা হয়েছে। — [252, 598, 413, 731]
study-website: www.premierbd.net — [429, 1504, 529, 1515]
study-visa-title: স্টাডি ভিসা — [429, 1413, 474, 1425]
column-divider — [418, 153, 419, 2268]
story-body: বাংলাদেশ প্রতিদিন সংবাদ প্রতিবেদন অনুযায়ী রাজধানীতে বিভিন্ন ঘটনায় পুলিশ তদন্ত শুরু করেছে। স্থানীয় সূত্রে জানা গেছে ঘটনার পর এলাকায় চাঞ্চল্যের সৃষ্টি হয় এবং সংশ্লিষ্টদের জিজ্ঞাসাবাদ করা হচ্ছে। প্রতিবেদক জানান এ বিষয়ে বিস্তারিত তথ্য সংগ্রহ করা হচ্ছে এবং দায়ীদের আইনের আওতায় আনা হবে বলে কর্মকর্তারা আশ্বাস দিয়েছেন। সরকারের পক্ষ থেকে প্রয়োজনীয় ব্যবস্থা গ্রহণের কথা বলা হয়েছে। — [423, 1115, 634, 1221]
story-body: বাংলাদেশ প্রতিদিন সংবাদ প্রতিবেদন অনুযায়ী রাজধানীতে বিভিন্ন ঘটনায় পুলিশ তদন্ত শুরু করেছে। স্থানীয় সূত্রে জানা গেছে ঘটনার পর এলাকায় চাঞ্চল্যের সৃষ্টি হয় এবং সংশ্লিষ্টদের জিজ্ঞাসাবাদ করা হচ্ছে। প্রতিবেদক জানান এ বিষয়ে বিস্তারিত তথ্য সংগ্রহ করা হচ্ছে এবং দায়ীদের আইনের আওতায় আনা হবে বলে কর্মকর্তারা আশ্বাস দিয়েছেন। সরকারের পক্ষ থেকে প্রয়োজনীয় ব্যবস্থা গ্রহণের কথা বলা হয়েছে। — [423, 1007, 634, 1113]
story-headline: নর্থ সাউথ ছাত্রের রহস্যজনক মৃত্যু — [458, 937, 598, 984]
classified-ads-text: বাংলাদেশ প্রতিদিন সংবাদ প্রতিবেদন অনুযায়ী রাজধানীতে বিভিন্ন ঘটনায় পুলিশ তদন্ত শুরু করেছে। স্থানীয় সূত্রে জানা গেছে ঘটনার পর এলাকায় চাঞ্চল্যের সৃষ্টি হয় এবং সংশ্লিষ্টদের জিজ্ঞাসাবাদ করা হচ্ছে। প্রতিবেদক জানান এ বিষয়ে বিস্তারিত তথ্য সংগ্রহ করা হচ্ছে এবং দায়ীদের আইনের আওতায় আনা হবে বলে কর্মকর্তারা আশ্বাস দিয়েছেন। সরকারের পক্ষ থেকে প্রয়োজনীয় ব্যবস্থা গ্রহণের কথা বলা হয়েছে। — [98, 368, 241, 528]
classified-ads-text: বাংলাদেশ প্রতিদিন সংবাদ প্রতিবেদন অনুযায়ী রাজধানীতে বিভিন্ন ঘটনায় পুলিশ তদন্ত শুরু করেছে। স্থানীয় সূত্রে জানা গেছে ঘটনার পর এলাকায় চাঞ্চল্যের সৃষ্টি হয় এবং সংশ্লিষ্টদের জিজ্ঞাসাবাদ করা হচ্ছে। প্রতিবেদক জানান এ বিষয়ে বিস্তারিত তথ্য সংগ্রহ করা হচ্ছে এবং দায়ীদের আইনের আওতায় আনা হবে বলে কর্মকর্তারা আশ্বাস দিয়েছেন। সরকারের পক্ষ থেকে প্রয়োজনীয় ব্যবস্থা গ্রহণের কথা বলা হয়েছে। — [252, 193, 413, 326]
ad-code: সি: ২১৮৩৬/১৭ — [182, 355, 241, 367]
story-body: বাংলাদেশ প্রতিদিন সংবাদ প্রতিবেদন অনুযায়ী রাজধানীতে বিভিন্ন ঘটনায় পুলিশ তদন্ত শুরু করেছে। স্থানীয় সূত্রে জানা গেছে ঘটনার পর এলাকায় চাঞ্চল্যের সৃষ্টি হয় এবং সংশ্লিষ্টদের জিজ্ঞাসাবাদ করা হচ্ছে। প্রতিবেদক জানান এ বিষয়ে বিস্তারিত তথ্য সংগ্রহ করা হচ্ছে এবং দায়ীদের আইনের আওতায় আনা হবে বলে কর্মকর্তারা আশ্বাস দিয়েছেন। সরকারের পক্ষ থেকে প্রয়োজনীয় ব্যবস্থা গ্রহণের কথা বলা হয়েছে। — [998, 1818, 1157, 1951]
story-byline: নিজস্ব প্রতিবেদক — [998, 254, 1063, 265]
classified-ads-text: বাংলাদেশ প্রতিদিন সংবাদ প্রতিবেদন অনুযায়ী রাজধানীতে বিভিন্ন ঘটনায় পুলিশ তদন্ত শুরু করেছে। স্থানীয় সূত্রে জানা গেছে ঘটনার পর এলাকায় চাঞ্চল্যের সৃষ্টি হয় এবং সংশ্লিষ্টদের জিজ্ঞাসাবাদ করা হচ্ছে। প্রতিবেদক জানান এ বিষয়ে বিস্তারিত তথ্য সংগ্রহ করা হচ্ছে এবং দায়ীদের আইনের আওতায় আনা হবে বলে কর্মকর্তারা আশ্বাস দিয়েছেন। সরকারের পক্ষ থেকে প্রয়োজনীয় ব্যবস্থা গ্রহণের কথা বলা হয়েছে। — [98, 1017, 241, 1177]
newspaper-logo — [1246, 74, 1483, 131]
story-body: বাংলাদেশ প্রতিদিন সংবাদ প্রতিবেদন অনুযায়ী রাজধানীতে বিভিন্ন ঘটনায় পুলিশ তদন্ত শুরু করেছে। স্থানীয় সূত্রে জানা গেছে ঘটনার পর এলাকায় চাঞ্চল্যের সৃষ্টি হয় এবং সংশ্লিষ্টদের জিজ্ঞাসাবাদ করা হচ্ছে। প্রতিবেদক জানান এ বিষয়ে বিস্তারিত তথ্য সংগ্রহ করা হচ্ছে এবং দায়ীদের আইনের আওতায় আনা হবে বলে কর্মকর্তারা আশ্বাস দিয়েছেন। সরকারের পক্ষ থেকে প্রয়োজনীয় ব্যবস্থা গ্রহণের কথা বলা হয়েছে। — [644, 251, 988, 316]
study-courses: HSC, HONOURS, MASTERS, BBA, MBA, LAW, AGRICULTURE, BED, BPED, LIBRARY, ENGINEERING, MBBS, BDS/AS/AMI, DIPLOMA, BSC MEDICAL, DENT.LABTECH, PHYSIOTHERAPY, MPH, PGT.PGD.MS.MD, MPHIL, PHD — [429, 1429, 625, 1502]
website-text: www.dsibd.com — [423, 1378, 502, 1388]
classified-heading-misc: বিবিধ — [252, 1148, 413, 1181]
story-body: বাংলাদেশ প্রতিদিন সংবাদ প্রতিবেদন অনুযায়ী রাজধানীতে বিভিন্ন ঘটনায় পুলিশ তদন্ত শুরু করেছে। স্থানীয় সূত্রে জানা গেছে ঘটনার পর এলাকায় চাঞ্চল্যের সৃষ্টি হয় এবং সংশ্লিষ্টদের জিজ্ঞাসাবাদ করা হচ্ছে। প্রতিবেদক জানান এ বিষয়ে বিস্তারিত তথ্য সংগ্রহ করা হচ্ছে এবং দায়ীদের আইনের আওতায় আনা হবে বলে কর্মকর্তারা আশ্বাস দিয়েছেন। সরকারের পক্ষ থেকে প্রয়োজনীয় ব্যবস্থা গ্রহণের কথা বলা হয়েছে। — [998, 659, 1157, 791]
story-headline: পদ্মা সেতুতে প্রমাণ — [1254, 157, 1406, 180]
story-body: বাংলাদেশ প্রতিদিন সংবাদ প্রতিবেদন অনুযায়ী রাজধানীতে বিভিন্ন ঘটনায় পুলিশ তদন্ত শুরু করেছে। স্থানীয় সূত্রে জানা গেছে ঘটনার পর এলাকায় চাঞ্চল্যের সৃষ্টি হয় এবং সংশ্লিষ্টদের জিজ্ঞাসাবাদ করা হচ্ছে। প্রতিবেদক জানান এ বিষয়ে বিস্তারিত তথ্য সংগ্রহ করা হচ্ছে এবং দায়ীদের আইনের আওতায় আনা হবে বলে কর্মকর্তারা আশ্বাস দিয়েছেন। সরকারের পক্ষ থেকে প্রয়োজনীয় ব্যবস্থা গ্রহণের কথা বলা হয়েছে। — [423, 489, 634, 595]
news-column-3 — [423, 153, 634, 2268]
story-body: বাংলাদেশ প্রতিদিন সংবাদ প্রতিবেদন অনুযায়ী রাজধানীতে বিভিন্ন ঘটনায় পুলিশ তদন্ত শুরু করেছে। স্থানীয় সূত্রে জানা গেছে ঘটনার পর এলাকায় চাঞ্চল্যের সৃষ্টি হয় এবং সংশ্লিষ্টদের জিজ্ঞাসাবাদ করা হচ্ছে। প্রতিবেদক জানান এ বিষয়ে বিস্তারিত তথ্য সংগ্রহ করা হচ্ছে এবং দায়ীদের আইনের আওতায় আনা হবে বলে কর্মকর্তারা আশ্বাস দিয়েছেন। সরকারের পক্ষ থেকে প্রয়োজনীয় ব্যবস্থা গ্রহণের কথা বলা হয়েছে। — [1167, 489, 1494, 554]
story-body: বাংলাদেশ প্রতিদিন সংবাদ প্রতিবেদন অনুযায়ী রাজধানীতে বিভিন্ন ঘটনায় পুলিশ তদন্ত শুরু করেছে। স্থানীয় সূত্রে জানা গেছে ঘটনার পর এলাকায় চাঞ্চল্যের সৃষ্টি হয় এবং সংশ্লিষ্টদের জিজ্ঞাসাবাদ করা হচ্ছে। প্রতিবেদক জানান এ বিষয়ে বিস্তারিত তথ্য সংগ্রহ করা হচ্ছে এবং দায়ীদের আইনের আওতায় আনা হবে বলে কর্মকর্তারা আশ্বাস দিয়েছেন। সরকারের পক্ষ থেকে প্রয়োজনীয় ব্যবস্থা গ্রহণের কথা বলা হয়েছে। — [998, 1044, 1157, 1177]
ad-headline: ২০ দিনে চিকিৎসা আজীবনের — [275, 1184, 391, 1222]
misc-heading: বিবিধ — [423, 1233, 634, 1266]
story-body: বাংলাদেশ প্রতিদিন সংবাদ প্রতিবেদন অনুযায়ী রাজধানীতে বিভিন্ন ঘটনায় পুলিশ তদন্ত শুরু করেছে। স্থানীয় সূত্রে জানা গেছে ঘটনার পর এলাকায় চাঞ্চল্যের সৃষ্টি হয় এবং সংশ্লিষ্টদের জিজ্ঞাসাবাদ করা হচ্ছে। প্রতিবেদক জানান এ বিষয়ে বিস্তারিত তথ্য সংগ্রহ করা হচ্ছে এবং দায়ীদের আইনের আওতায় আনা হবে বলে কর্মকর্তারা আশ্বাস দিয়েছেন। সরকারের পক্ষ থেকে প্রয়োজনীয় ব্যবস্থা গ্রহণের কথা বলা হয়েছে। — [644, 764, 988, 829]
classified-ads-text: বাংলাদেশ প্রতিদিন সংবাদ প্রতিবেদন অনুযায়ী রাজধানীতে বিভিন্ন ঘটনায় পুলিশ তদন্ত শুরু করেছে। স্থানীয় সূত্রে জানা গেছে ঘটনার পর এলাকায় চাঞ্চল্যের সৃষ্টি হয় এবং সংশ্লিষ্টদের জিজ্ঞাসাবাদ করা হচ্ছে। প্রতিবেদক জানান এ বিষয়ে বিস্তারিত তথ্য সংগ্রহ করা হচ্ছে এবং দায়ীদের আইনের আওতায় আনা হবে বলে কর্মকর্তারা আশ্বাস দিয়েছেন। সরকারের পক্ষ থেকে প্রয়োজনীয় ব্যবস্থা গ্রহণের কথা বলা হয়েছে। — [423, 1269, 634, 1375]
masthead — [95, 59, 1496, 140]
story-headline: বিচারবহির্ভূত হত্যা — [742, 392, 890, 417]
story-body: বাংলাদেশ প্রতিদিন সংবাদ প্রতিবেদন অনুযায়ী রাজধানীতে বিভিন্ন ঘটনায় পুলিশ তদন্ত শুরু করেছে। স্থানীয় সূত্রে জানা গেছে ঘটনার পর এলাকায় চাঞ্চল্যের সৃষ্টি হয় এবং সংশ্লিষ্টদের জিজ্ঞাসাবাদ করা হচ্ছে। প্রতিবেদক জানান এ বিষয়ে বিস্তারিত তথ্য সংগ্রহ করা হচ্ছে এবং দায়ীদের আইনের আওতায় আনা হবে বলে কর্মকর্তারা আশ্বাস দিয়েছেন। সরকারের পক্ষ থেকে প্রয়োজনীয় ব্যবস্থা গ্রহণের কথা বলা হয়েছে। — [644, 589, 988, 655]
lead-headline: গৃহবধূসহ চারজনের লাশ উদ্ধার — [669, 157, 963, 228]
story-byline: নিজস্ব প্রতিবেদক — [998, 1262, 1063, 1274]
story-body: বাংলাদেশ প্রতিদিন সংবাদ প্রতিবেদন অনুযায়ী রাজধানীতে বিভিন্ন ঘটনায় পুলিশ তদন্ত শুরু করেছে। স্থানীয় সূত্রে জানা গেছে ঘটনার পর এলাকায় চাঞ্চল্যের সৃষ্টি হয় এবং সংশ্লিষ্টদের জিজ্ঞাসাবাদ করা হচ্ছে। প্রতিবেদক জানান এ বিষয়ে বিস্তারিত তথ্য সংগ্রহ করা হচ্ছে এবং দায়ীদের আইনের আওতায় আনা হবে বলে কর্মকর্তারা আশ্বাস দিয়েছেন। সরকারের পক্ষ থেকে প্রয়োজনীয় ব্যবস্থা গ্রহণের কথা বলা হয়েছে। — [998, 909, 1157, 1042]
masthead-rule — [95, 142, 1496, 144]
news-column-4 — [644, 153, 988, 2268]
story-body: বাংলাদেশ প্রতিদিন সংবাদ প্রতিবেদন অনুযায়ী রাজধানীতে বিভিন্ন ঘটনায় পুলিশ তদন্ত শুরু করেছে। স্থানীয় সূত্রে জানা গেছে ঘটনার পর এলাকায় চাঞ্চল্যের সৃষ্টি হয় এবং সংশ্লিষ্টদের জিজ্ঞাসাবাদ করা হচ্ছে। প্রতিবেদক জানান এ বিষয়ে বিস্তারিত তথ্য সংগ্রহ করা হচ্ছে এবং দায়ীদের আইনের আওতায় আনা হবে বলে কর্মকর্তারা আশ্বাস দিয়েছেন। সরকারের পক্ষ থেকে প্রয়োজনীয় ব্যবস্থা গ্রহণের কথা বলা হয়েছে। — [644, 421, 988, 486]
story-body: বাংলাদেশ প্রতিদিন সংবাদ প্রতিবেদন অনুযায়ী রাজধানীতে বিভিন্ন ঘটনায় পুলিশ তদন্ত শুরু করেছে। স্থানীয় সূত্রে জানা গেছে ঘটনার পর এলাকায় চাঞ্চল্যের সৃষ্টি হয় এবং সংশ্লিষ্টদের জিজ্ঞাসাবাদ করা হচ্ছে। প্রতিবেদক জানান এ বিষয়ে বিস্তারিত তথ্য সংগ্রহ করা হচ্ছে এবং দায়ীদের আইনের আওতায় আনা হবে বলে কর্মকর্তারা আশ্বাস দিয়েছেন। সরকারের পক্ষ থেকে প্রয়োজনীয় ব্যবস্থা গ্রহণের কথা বলা হয়েছে। — [423, 273, 634, 379]
classifieds-column-1 — [98, 153, 241, 2268]
story-body: বাংলাদেশ প্রতিদিন সংবাদ প্রতিবেদন অনুযায়ী রাজধানীতে বিভিন্ন ঘটনায় পুলিশ তদন্ত শুরু করেছে। স্থানীয় সূত্রে জানা গেছে ঘটনার পর এলাকায় চাঞ্চল্যের সৃষ্টি হয় এবং সংশ্লিষ্টদের জিজ্ঞাসাবাদ করা হচ্ছে। প্রতিবেদক জানান এ বিষয়ে বিস্তারিত তথ্য সংগ্রহ করা হচ্ছে এবং দায়ীদের আইনের আওতায় আনা হবে বলে কর্মকর্তারা আশ্বাস দিয়েছেন। সরকারের পক্ষ থেকে প্রয়োজনীয় ব্যবস্থা গ্রহণের কথা বলা হয়েছে। — [998, 273, 1157, 406]
classified-heading-buysell: ক্রয়/বিক্রয়/ভাড়া — [98, 1188, 241, 1221]
story-headline: সার্ক স্পিকার্স সম্মেলন শুরু হচ্ছে কাল — [1004, 1187, 1151, 1258]
story-body: বাংলাদেশ প্রতিদিন সংবাদ প্রতিবেদন অনুযায়ী রাজধানীতে বিভিন্ন ঘটনায় পুলিশ তদন্ত শুরু করেছে। স্থানীয় সূত্রে জানা গেছে ঘটনার পর এলাকায় চাঞ্চল্যের সৃষ্টি হয় এবং সংশ্লিষ্টদের জিজ্ঞাসাবাদ করা হচ্ছে। প্রতিবেদক জানান এ বিষয়ে বিস্তারিত তথ্য সংগ্রহ করা হচ্ছে এবং দায়ীদের আইনের আওতায় আনা হবে বলে কর্মকর্তারা আশ্বাস দিয়েছেন। সরকারের পক্ষ থেকে প্রয়োজনীয় ব্যবস্থা গ্রহণের কথা বলা হয়েছে। — [644, 318, 988, 384]
classified-ads-text: বাংলাদেশ প্রতিদিন সংবাদ প্রতিবেদন অনুযায়ী রাজধানীতে বিভিন্ন ঘটনায় পুলিশ তদন্ত শুরু করেছে। স্থানীয় সূত্রে জানা গেছে ঘটনার পর এলাকায় চাঞ্চল্যের সৃষ্টি হয় এবং সংশ্লিষ্টদের জিজ্ঞাসাবাদ করা হচ্ছে। প্রতিবেদক জানান এ বিষয়ে বিস্তারিত তথ্য সংগ্রহ করা হচ্ছে এবং দায়ীদের আইনের আওতায় আনা হবে বলে কর্মকর্তারা আশ্বাস দিয়েছেন। সরকারের পক্ষ থেকে প্রয়োজনীয় ব্যবস্থা গ্রহণের কথা বলা হয়েছে। — [252, 327, 413, 461]
news-column-6 — [1167, 153, 1494, 2268]
story-byline: কলকাতা প্রতিনিধি — [998, 889, 1069, 902]
story-body: বাংলাদেশ প্রতিদিন সংবাদ প্রতিবেদন অনুযায়ী রাজধানীতে বিভিন্ন ঘটনায় পুলিশ তদন্ত শুরু করেছে। স্থানীয় সূত্রে জানা গেছে ঘটনার পর এলাকায় চাঞ্চল্যের সৃষ্টি হয় এবং সংশ্লিষ্টদের জিজ্ঞাসাবাদ করা হচ্ছে। প্রতিবেদক জানান এ বিষয়ে বিস্তারিত তথ্য সংগ্রহ করা হচ্ছে এবং দায়ীদের আইনের আওতায় আনা হবে বলে কর্মকর্তারা আশ্বাস দিয়েছেন। সরকারের পক্ষ থেকে প্রয়োজনীয় ব্যবস্থা গ্রহণের কথা বলা হয়েছে। — [423, 381, 634, 487]
classified-heading-required: আবশ্যক — [98, 156, 241, 189]
story-body: বাংলাদেশ প্রতিদিন সংবাদ প্রতিবেদন অনুযায়ী রাজধানীতে বিভিন্ন ঘটনায় পুলিশ তদন্ত শুরু করেছে। স্থানীয় সূত্রে জানা গেছে ঘটনার পর এলাকায় চাঞ্চল্যের সৃষ্টি হয় এবং সংশ্লিষ্টদের জিজ্ঞাসাবাদ করা হচ্ছে। প্রতিবেদক জানান এ বিষয়ে বিস্তারিত তথ্য সংগ্রহ করা হচ্ছে এবং দায়ীদের আইনের আওতায় আনা হবে বলে কর্মকর্তারা আশ্বাস দিয়েছেন। সরকারের পক্ষ থেকে প্রয়োজনীয় ব্যবস্থা গ্রহণের কথা বলা হয়েছে। — [1167, 1065, 1494, 1130]
story-body: বাংলাদেশ প্রতিদিন সংবাদ প্রতিবেদন অনুযায়ী রাজধানীতে বিভিন্ন ঘটনায় পুলিশ তদন্ত শুরু করেছে। স্থানীয় সূত্রে জানা গেছে ঘটনার পর এলাকায় চাঞ্চল্যের সৃষ্টি হয় এবং সংশ্লিষ্টদের জিজ্ঞাসাবাদ করা হচ্ছে। প্রতিবেদক জানান এ বিষয়ে বিস্তারিত তথ্য সংগ্রহ করা হচ্ছে এবং দায়ীদের আইনের আওতায় আনা হবে বলে কর্মকর্তারা আশ্বাস দিয়েছেন। সরকারের পক্ষ থেকে প্রয়োজনীয় ব্যবস্থা গ্রহণের কথা বলা হয়েছে। — [644, 1473, 988, 1539]
story-byline: নিজস্ব প্রতিবেদক — [644, 232, 709, 244]
classified-ads-text: বাংলাদেশ প্রতিদিন সংবাদ প্রতিবেদন অনুযায়ী রাজধানীতে বিভিন্ন ঘটনায় পুলিশ তদন্ত শুরু করেছে। স্থানীয় সূত্রে জানা গেছে ঘটনার পর এলাকায় চাঞ্চল্যের সৃষ্টি হয় এবং সংশ্লিষ্টদের জিজ্ঞাসাবাদ করা হচ্ছে। প্রতিবেদক জানান এ বিষয়ে বিস্তারিত তথ্য সংগ্রহ করা হচ্ছে এবং দায়ীদের আইনের আওতায় আনা হবে বলে কর্মকর্তারা আশ্বাস দিয়েছেন। সরকারের পক্ষ থেকে প্রয়োজনীয় ব্যবস্থা গ্রহণের কথা বলা হয়েছে। — [252, 1533, 413, 1666]
story-headline: জিন নয় — [1297, 563, 1364, 587]
story-headline: অরুণ জেটলি — [1275, 800, 1385, 824]
classified-ads-text: বাংলাদেশ প্রতিদিন সংবাদ প্রতিবেদন অনুযায়ী রাজধানীতে বিভিন্ন ঘটনায় পুলিশ তদন্ত শুরু করেছে। স্থানীয় সূত্রে জানা গেছে ঘটনার পর এলাকায় চাঞ্চল্যের সৃষ্টি হয় এবং সংশ্লিষ্টদের জিজ্ঞাসাবাদ করা হচ্ছে। প্রতিবেদক জানান এ বিষয়ে বিস্তারিত তথ্য সংগ্রহ করা হচ্ছে এবং দায়ীদের আইনের আওতায় আনা হবে বলে কর্মকর্তারা আশ্বাস দিয়েছেন। সরকারের পক্ষ থেকে প্রয়োজনীয় ব্যবস্থা গ্রহণের কথা বলা হয়েছে। — [98, 193, 241, 352]
story-body: বাংলাদেশ প্রতিদিন সংবাদ প্রতিবেদন অনুযায়ী রাজধানীতে বিভিন্ন ঘটনায় পুলিশ তদন্ত শুরু করেছে। স্থানীয় সূত্রে জানা গেছে ঘটনার পর এলাকায় চাঞ্চল্যের সৃষ্টি হয় এবং সংশ্লিষ্টদের জিজ্ঞাসাবাদ করা হচ্ছে। প্রতিবেদক জানান এ বিষয়ে বিস্তারিত তথ্য সংগ্রহ করা হচ্ছে এবং দায়ীদের আইনের আওতায় আনা হবে বলে কর্মকর্তারা আশ্বাস দিয়েছেন। সরকারের পক্ষ থেকে প্রয়োজনীয় ব্যবস্থা গ্রহণের কথা বলা হয়েছে। — [644, 1406, 988, 1472]
story-headline: যুক্তরাষ্ট্রে গুলিতে — [1261, 902, 1400, 926]
news-column-5 — [998, 153, 1157, 2268]
story-headline: আইন মানছে না — [740, 731, 893, 760]
